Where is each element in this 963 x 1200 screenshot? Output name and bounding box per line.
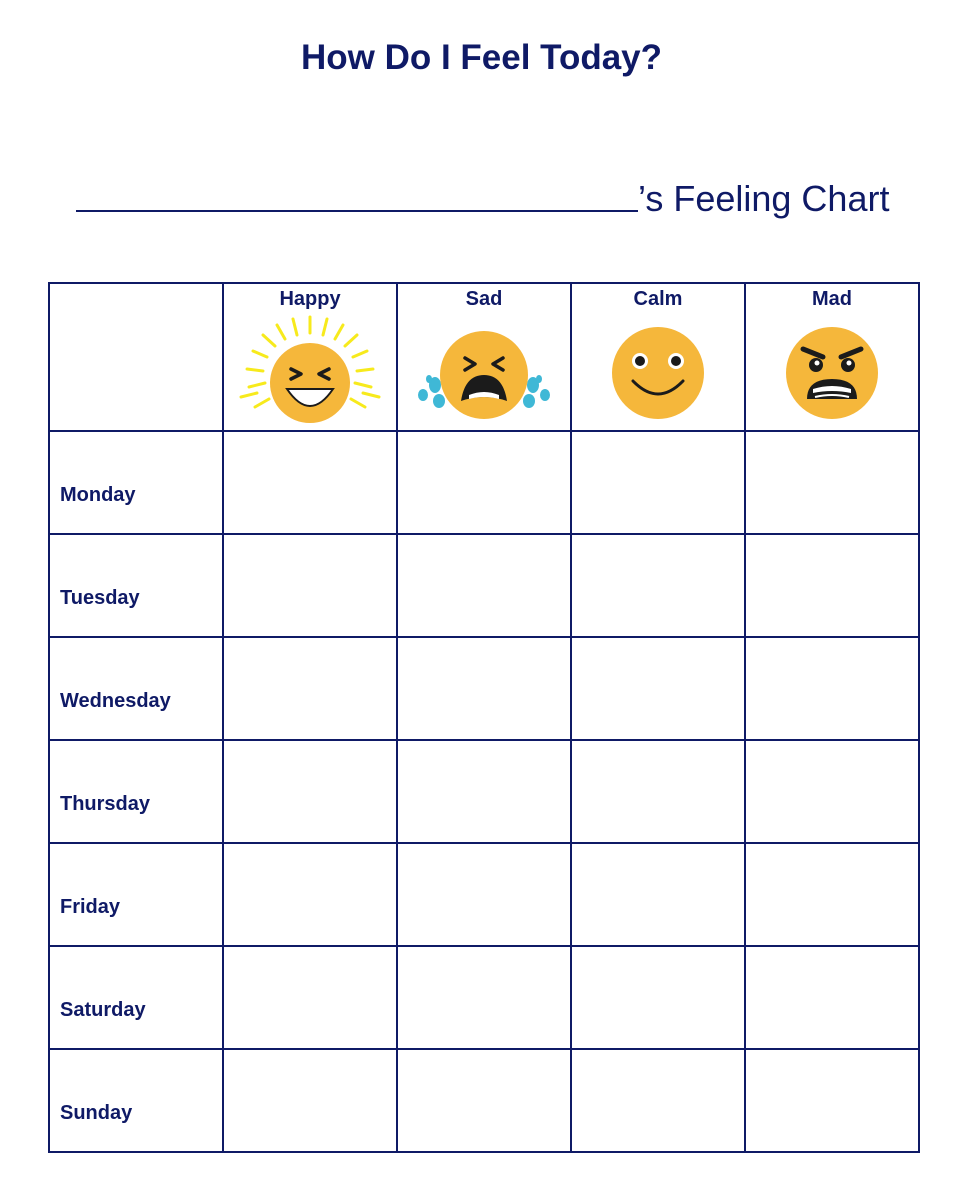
mark-cell-calm[interactable] <box>571 946 745 1049</box>
day-label: Friday <box>60 896 121 918</box>
header-row <box>49 283 919 431</box>
emotion-label: Mad <box>812 288 852 310</box>
mark-cell-happy[interactable] <box>223 1049 397 1152</box>
day-row-wednesday <box>49 637 919 740</box>
mark-cell-mad[interactable] <box>745 946 919 1049</box>
day-label: Tuesday <box>60 587 140 609</box>
day-cell <box>49 431 223 534</box>
emotion-label: Happy <box>279 288 341 310</box>
emotion-header-calm <box>571 283 745 431</box>
mark-cell-calm[interactable] <box>571 431 745 534</box>
laughing-sun-face-icon <box>235 313 385 425</box>
mark-cell-sad[interactable] <box>397 534 571 637</box>
page-title: How Do I Feel Today? <box>300 38 663 77</box>
feelings-table <box>48 282 920 1153</box>
mark-cell-sad[interactable] <box>397 431 571 534</box>
emotion-header-mad <box>745 283 919 431</box>
mark-cell-happy[interactable] <box>223 431 397 534</box>
day-label: Monday <box>60 484 136 506</box>
day-row-tuesday <box>49 534 919 637</box>
feeling-chart-subtitle: ’s Feeling Chart <box>638 178 890 219</box>
day-cell <box>49 637 223 740</box>
mark-cell-sad[interactable] <box>397 843 571 946</box>
mark-cell-happy[interactable] <box>223 637 397 740</box>
smiling-face-icon <box>583 313 733 425</box>
mark-cell-sad[interactable] <box>397 946 571 1049</box>
emotion-header-sad <box>397 283 571 431</box>
mark-cell-calm[interactable] <box>571 534 745 637</box>
mark-cell-sad[interactable] <box>397 740 571 843</box>
mark-cell-happy[interactable] <box>223 946 397 1049</box>
day-row-saturday <box>49 946 919 1049</box>
day-cell <box>49 1049 223 1152</box>
day-label: Wednesday <box>60 690 171 712</box>
mark-cell-calm[interactable] <box>571 1049 745 1152</box>
day-cell <box>49 534 223 637</box>
day-row-sunday <box>49 1049 919 1152</box>
mark-cell-mad[interactable] <box>745 637 919 740</box>
mark-cell-mad[interactable] <box>745 843 919 946</box>
corner-cell <box>49 283 223 431</box>
mark-cell-mad[interactable] <box>745 740 919 843</box>
mark-cell-mad[interactable] <box>745 534 919 637</box>
day-row-monday <box>49 431 919 534</box>
name-blank-field[interactable] <box>76 210 638 212</box>
emotion-label: Calm <box>633 288 683 310</box>
day-label: Saturday <box>60 999 146 1021</box>
day-cell <box>49 843 223 946</box>
emotion-label: Sad <box>465 288 503 310</box>
mark-cell-mad[interactable] <box>745 1049 919 1152</box>
mark-cell-sad[interactable] <box>397 1049 571 1152</box>
emotion-header-happy <box>223 283 397 431</box>
day-cell <box>49 946 223 1049</box>
day-row-thursday <box>49 740 919 843</box>
day-cell <box>49 740 223 843</box>
mark-cell-sad[interactable] <box>397 637 571 740</box>
mark-cell-calm[interactable] <box>571 843 745 946</box>
crying-face-icon <box>409 313 559 425</box>
mark-cell-mad[interactable] <box>745 431 919 534</box>
mark-cell-happy[interactable] <box>223 740 397 843</box>
mark-cell-calm[interactable] <box>571 740 745 843</box>
angry-face-icon <box>757 313 907 425</box>
mark-cell-happy[interactable] <box>223 534 397 637</box>
name-line <box>76 178 896 218</box>
day-row-friday <box>49 843 919 946</box>
mark-cell-calm[interactable] <box>571 637 745 740</box>
day-label: Sunday <box>60 1102 133 1124</box>
mark-cell-happy[interactable] <box>223 843 397 946</box>
day-label: Thursday <box>60 793 151 815</box>
